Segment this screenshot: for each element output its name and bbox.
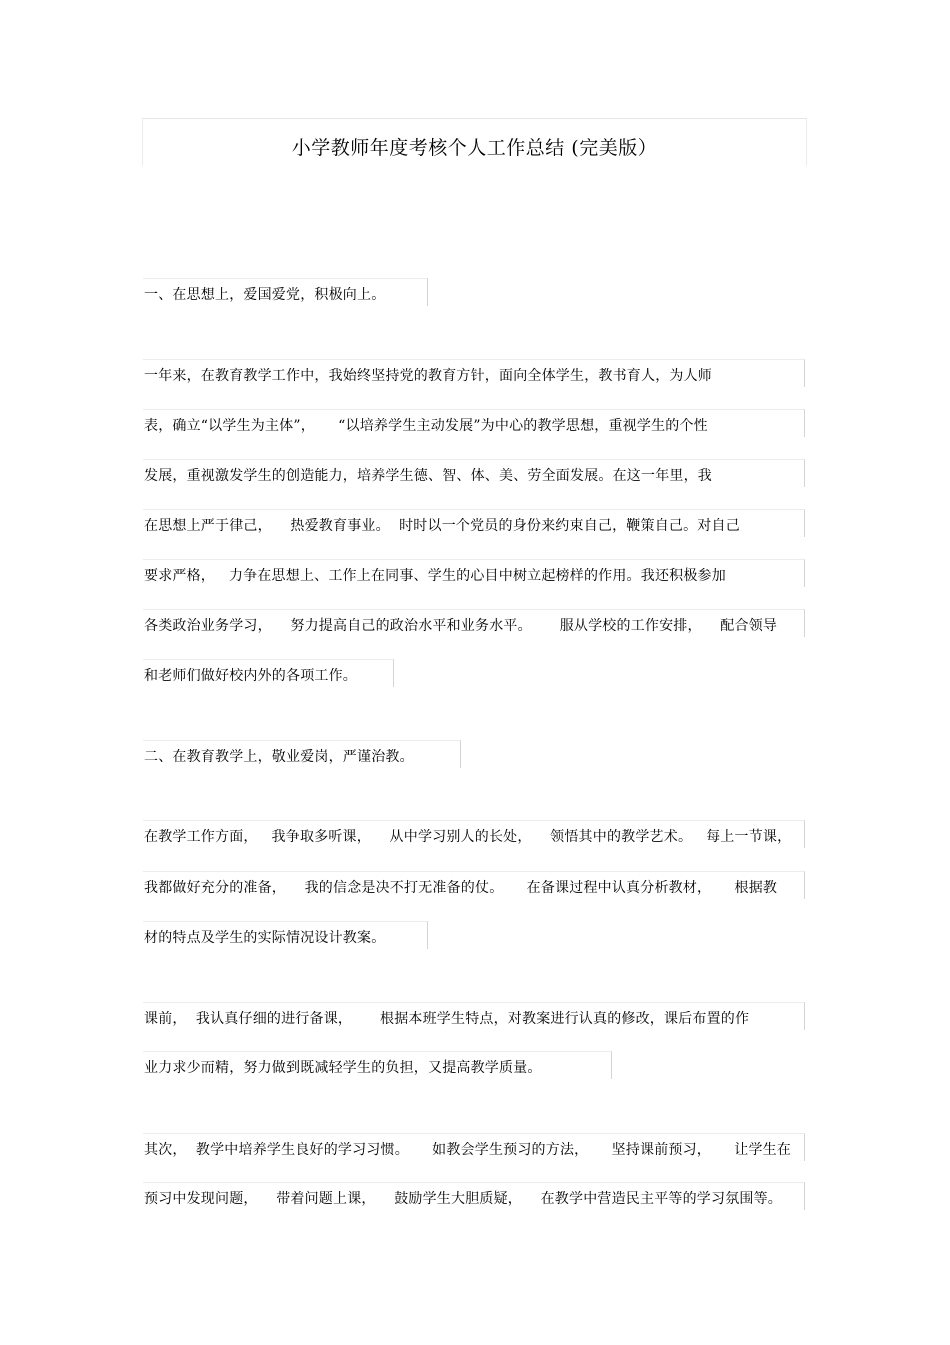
- paragraph-line: [143, 609, 805, 637]
- paragraph-line: [143, 1133, 805, 1161]
- paragraph-line: [143, 459, 805, 487]
- paragraph-line: [143, 409, 805, 437]
- paragraph-line: [143, 871, 805, 899]
- section-heading: [143, 278, 428, 306]
- line-text: 发展，重视激发学生的创造能力，培养学生德、智、体、美、劳全面发展。在这一年里，我: [144, 468, 712, 484]
- line-text: 业力求少而精，努力做到既减轻学生的负担，又提高教学质量。: [144, 1060, 542, 1076]
- document-title: 小学教师年度考核个人工作总结 (完美版）: [291, 137, 658, 159]
- line-text: 二、在教育教学上，敬业爱岗，严谨治教。: [144, 749, 414, 765]
- line-text: 在思想上严于律己， 热爱教育事业。 时时以一个党员的身份来约束自己，鞭策自己。对自己: [144, 518, 740, 534]
- line-text: 课前， 我认真仔细的进行备课， 根据本班学生特点，对教案进行认真的修改，课后布置的作: [144, 1011, 750, 1027]
- paragraph-line: [143, 820, 805, 848]
- line-text: 预习中发现问题， 带着问题上课， 鼓励学生大胆质疑， 在教学中营造民主平等的学习氛围等。: [144, 1191, 782, 1207]
- line-text: 在教学工作方面， 我争取多听课， 从中学习别人的长处， 领悟其中的教学艺术。 每上一节课，: [144, 829, 792, 845]
- line-text: 要求严格， 力争在思想上、工作上在同事、学生的心目中树立起榜样的作用。我还积极参加: [144, 568, 726, 584]
- line-text: 和老师们做好校内外的各项工作。: [144, 668, 357, 684]
- title-box: [142, 118, 807, 166]
- section-heading: [143, 740, 461, 768]
- paragraph-line: [143, 921, 428, 949]
- paragraph-line: [143, 1051, 612, 1079]
- line-text: 我都做好充分的准备， 我的信念是决不打无准备的仗。 在备课过程中认真分析教材， 根据教: [144, 880, 778, 896]
- paragraph-line: [143, 659, 394, 687]
- line-text: 一年来，在教育教学工作中，我始终坚持党的教育方针，面向全体学生，教书育人，为人师: [144, 368, 712, 384]
- line-text: 各类政治业务学习， 努力提高自己的政治水平和业务水平。 服从学校的工作安排， 配合领导: [144, 618, 778, 634]
- line-text: 材的特点及学生的实际情况设计教案。: [144, 930, 386, 946]
- paragraph-line: [143, 1002, 805, 1030]
- line-text: 其次， 教学中培养学生良好的学习习惯。 如教会学生预习的方法， 坚持课前预习， 让学生在: [144, 1142, 792, 1158]
- paragraph-line: [143, 559, 805, 587]
- paragraph-line: [143, 1182, 805, 1210]
- paragraph-line: [143, 509, 805, 537]
- line-text: 一、在思想上，爱国爱党，积极向上。: [144, 287, 386, 303]
- paragraph-line: [143, 359, 805, 387]
- line-text: 表，确立“以学生为主体”， “以培养学生主动发展”为中心的教学思想，重视学生的个性: [144, 418, 708, 434]
